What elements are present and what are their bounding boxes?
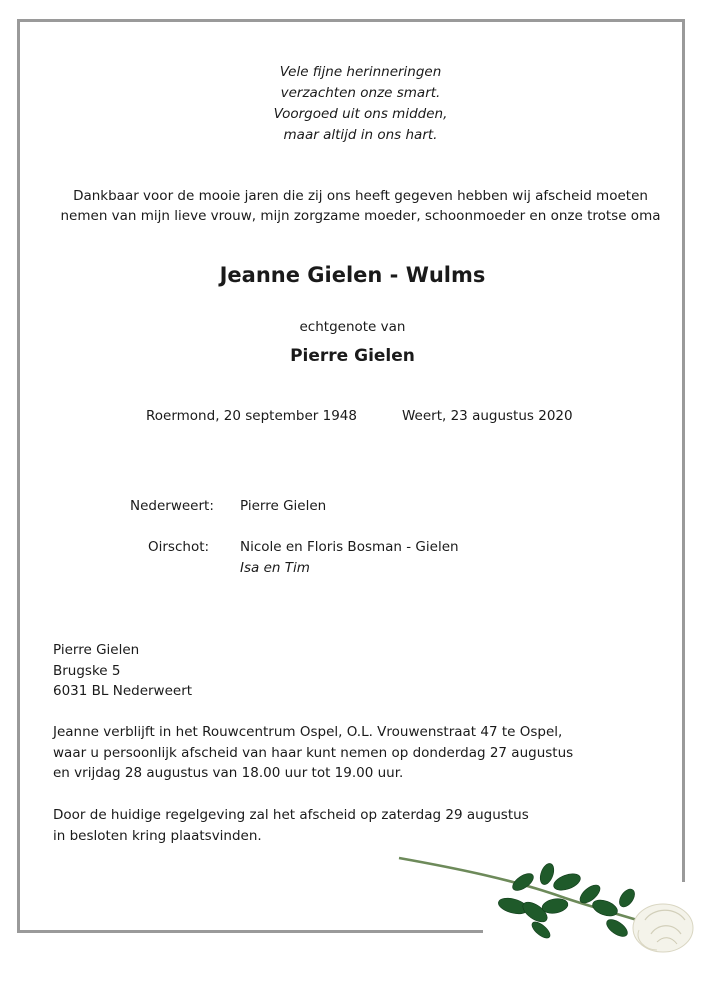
address-line: Pierre Gielen — [53, 642, 140, 658]
poem — [0, 62, 721, 146]
family-names: Pierre Gielen — [240, 498, 327, 514]
rose-bloom — [633, 904, 693, 952]
intro-text — [0, 186, 721, 226]
deceased-name: Jeanne Gielen - Wulms — [219, 263, 486, 287]
visitation-line: Jeanne verblijft in het Rouwcentrum Ospel, O.L. Vrouwenstraat 47 te Ospel, — [53, 724, 563, 740]
poem-line: Vele fijne herinneringen — [279, 64, 442, 80]
intro-line: Dankbaar voor de mooie jaren die zij ons heeft gegeven hebben wij afscheid moeten — [73, 188, 648, 204]
funeral-line: in besloten kring plaatsvinden. — [53, 827, 262, 844]
poem-line: maar altijd in ons hart. — [283, 127, 438, 143]
poem-line: verzachten onze smart. — [280, 85, 441, 101]
card-frame — [17, 19, 685, 933]
poem-line: Voorgoed uit ons midden, — [273, 106, 448, 122]
death-date: Weert, 23 augustus 2020 — [402, 408, 573, 424]
visitation-line: waar u persoonlijk afscheid van haar kunt nemen op donderdag 27 augustus — [53, 744, 574, 761]
address-line: 6031 BL Nederweert — [53, 683, 193, 699]
family-names: Nicole en Floris Bosman - Gielen — [240, 539, 459, 555]
correspondence-address — [53, 640, 192, 702]
family-place: Oirschot: — [148, 539, 210, 555]
funeral-line: Door de huidige regelgeving zal het afscheid op zaterdag 29 augustus — [53, 807, 529, 823]
birth-date: Roermond, 20 september 1948 — [146, 408, 357, 424]
family-place: Nederweert: — [130, 498, 214, 514]
spouse-label: echtgenote van — [299, 319, 406, 335]
intro-line: nemen van mijn lieve vrouw, mijn zorgzame moeder, schoonmoeder en onze trotse oma — [60, 208, 661, 224]
spouse-name: Pierre Gielen — [290, 346, 415, 366]
white-rose-image — [395, 850, 705, 965]
address-line: Brugske 5 — [53, 662, 121, 679]
visitation-text — [53, 722, 573, 784]
visitation-line: en vrijdag 28 augustus van 18.00 uur tot 19.00 uur. — [53, 765, 404, 781]
family-grandchildren: Isa en Tim — [240, 560, 310, 576]
funeral-text — [53, 805, 529, 846]
